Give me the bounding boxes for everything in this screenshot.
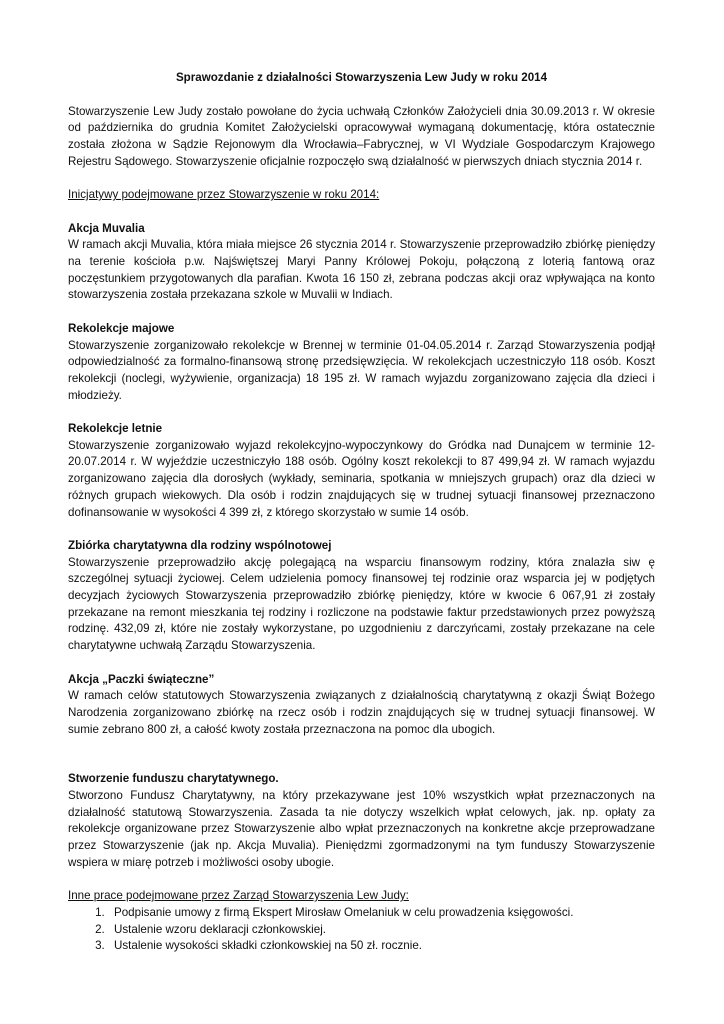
list-item: 3. Ustalenie wysokości składki członkowskiej na 50 zł. rocznie. [108, 938, 655, 955]
section-rekolekcje-letnie [68, 421, 655, 521]
section-heading: Stworzenie funduszu charytatywnego. [68, 772, 279, 786]
section-heading: Rekolekcje majowe [68, 321, 175, 335]
section-paczki [68, 672, 655, 739]
section-heading: Akcja Muvalia [68, 221, 145, 235]
list-item: 1. Podpisanie umowy z firmą Ekspert Mirosław Omelaniuk w celu prowadzenia księgowości. [108, 905, 655, 922]
other-work-list [68, 905, 655, 955]
section-heading: Akcja „Paczki świąteczne” [68, 672, 215, 686]
initiatives-heading: Inicjatywy podejmowane przez Stowarzyszenie w roku 2014: [68, 188, 380, 202]
section-muvalia [68, 221, 655, 305]
section-zbiorka [68, 538, 655, 655]
section-fundusz [68, 771, 655, 871]
other-work-heading: Inne prace podejmowane przez Zarząd Stowarzyszenia Lew Judy: [68, 889, 409, 903]
section-heading: Rekolekcje letnie [68, 422, 163, 435]
section-body: Stowarzyszenie zorganizowało rekolekcje w Brennej w terminie 01-04.05.2014 r. Zarząd Stowarzyszenia podjął odpowiedzialność za formalno-finansową stronę przedsięwzięcia. W rekolekcjach uczestniczyło 118 osób. Koszt rekolekcji (noclegi, wyżywienie, organizacja) 18 195 zł. W ramach wyjazdu zorganizowano zajęcia dla dzieci i młodzieży. [68, 338, 655, 402]
section-heading: Zbiórka charytatywna dla rodziny wspólnotowej [68, 538, 332, 552]
intro-paragraph: Stowarzyszenie Lew Judy zostało powołane do życia uchwałą Członków Założycieli dnia 30.09.2013 r. W okresie od października do grudnia Komitet Założycielski opracowywał wymaganą dokumentację, która ostatecznie została złożona w Sądzie Rejonowym dla Wrocławia–Fabrycznej, w VI Wydziale Gospodarczym Krajowego Rejestru Sądowego. Stowarzyszenie oficjalnie rozpoczęło swą działalność w pierwszych dniach stycznia 2014 r. [68, 104, 655, 168]
section-body: W ramach akcji Muvalia, która miała miejsce 26 stycznia 2014 r. Stowarzyszenie przeprowadziło zbiórkę pieniędzy na terenie kościoła p.w. Najświętszej Maryi Panny Królowej Pokoju, połączoną z loterią fantową oraz poczęstunkiem przygotowanych dla parafian. Kwota 16 150 zł, zebrana podczas akcji oraz wpływająca na konto stowarzyszenia została przekazana szkole w Muvalii w Indiach. [68, 238, 655, 302]
document-title: Sprawozdanie z działalności Stowarzyszenia Lew Judy w roku 2014 [175, 71, 548, 84]
list-item: 2. Ustalenie wzoru deklaracji członkowskiej. [108, 922, 655, 939]
section-body: Stworzono Fundusz Charytatywny, na który przekazywane jest 10% wszystkich wpłat przeznaczonych na działalność statutową Stowarzyszenia. Zasada ta nie dotyczy wszelkich wpłat celowych, jak. np. opłaty za rekolekcje organizowane przez Stowarzyszenie albo wpłat przeznaczonych na konkretne akcje przeprowadzane przez Stowarzyszenie (jak np. Akcja Muvalia). Pieniędzmi zgormadzonymi na tym funduszy Stowarzyszenie wspiera w miarę potrzeb i możliwości osoby ubogie. [68, 789, 655, 869]
section-body: W ramach celów statutowych Stowarzyszenia związanych z działalnością charytatywną z okazji Świąt Bożego Narodzenia zorganizowano zbiórkę na rzecz osób i rodzin znajdujących się w trudnej sytuacji finansowej. W sumie zebrano 800 zł, a całość kwoty została przeznaczona na pomoc dla ubogich. [68, 689, 655, 736]
section-body: Stowarzyszenie przeprowadziło akcję polegającą na wsparciu finansowym rodziny, która znalazła siw ę szczególnej sytuacji życiowej. Celem udzielenia pomocy finansowej tej rodzinie oraz wsparcia jej w podjętych decyzjach życiowych Stowarzyszenia przeprowadziło zbiórkę pieniędzy, które w kwocie 6 067,91 zł zostały przekazane na remont mieszkania tej rodziny i rozliczone na podstawie faktur przedstawionych przez powyższą rodzinę. 432,09 zł, które nie zostały wykorzystane, po uzgodnieniu z darczyńcami, zostały przekazane na cele charytatywne uchwałą Zarządu Stowarzyszenia. [68, 555, 655, 653]
section-body: Stowarzyszenie zorganizowało wyjazd rekolekcyjno-wypoczynkowy do Gródka nad Dunajcem w terminie 12-20.07.2014 r. W wyjeździe uczestniczyło 188 osób. Ogólny koszt rekolekcji to 87 499,94 zł. W ramach wyjazdu zorganizowano zajęcia dla dorosłych (wykłady, seminaria, spotkania w mniejszych grupach) oraz dla dzieci w różnych grupach wiekowych. Dla osób i rodzin znajdujących się w trudnej sytuacji finansowej przeznaczono dofinansowanie w wysokości 4 399 zł, z którego skorzystało w sumie 14 osób. [68, 438, 655, 519]
section-rekolekcje-majowe [68, 321, 655, 405]
